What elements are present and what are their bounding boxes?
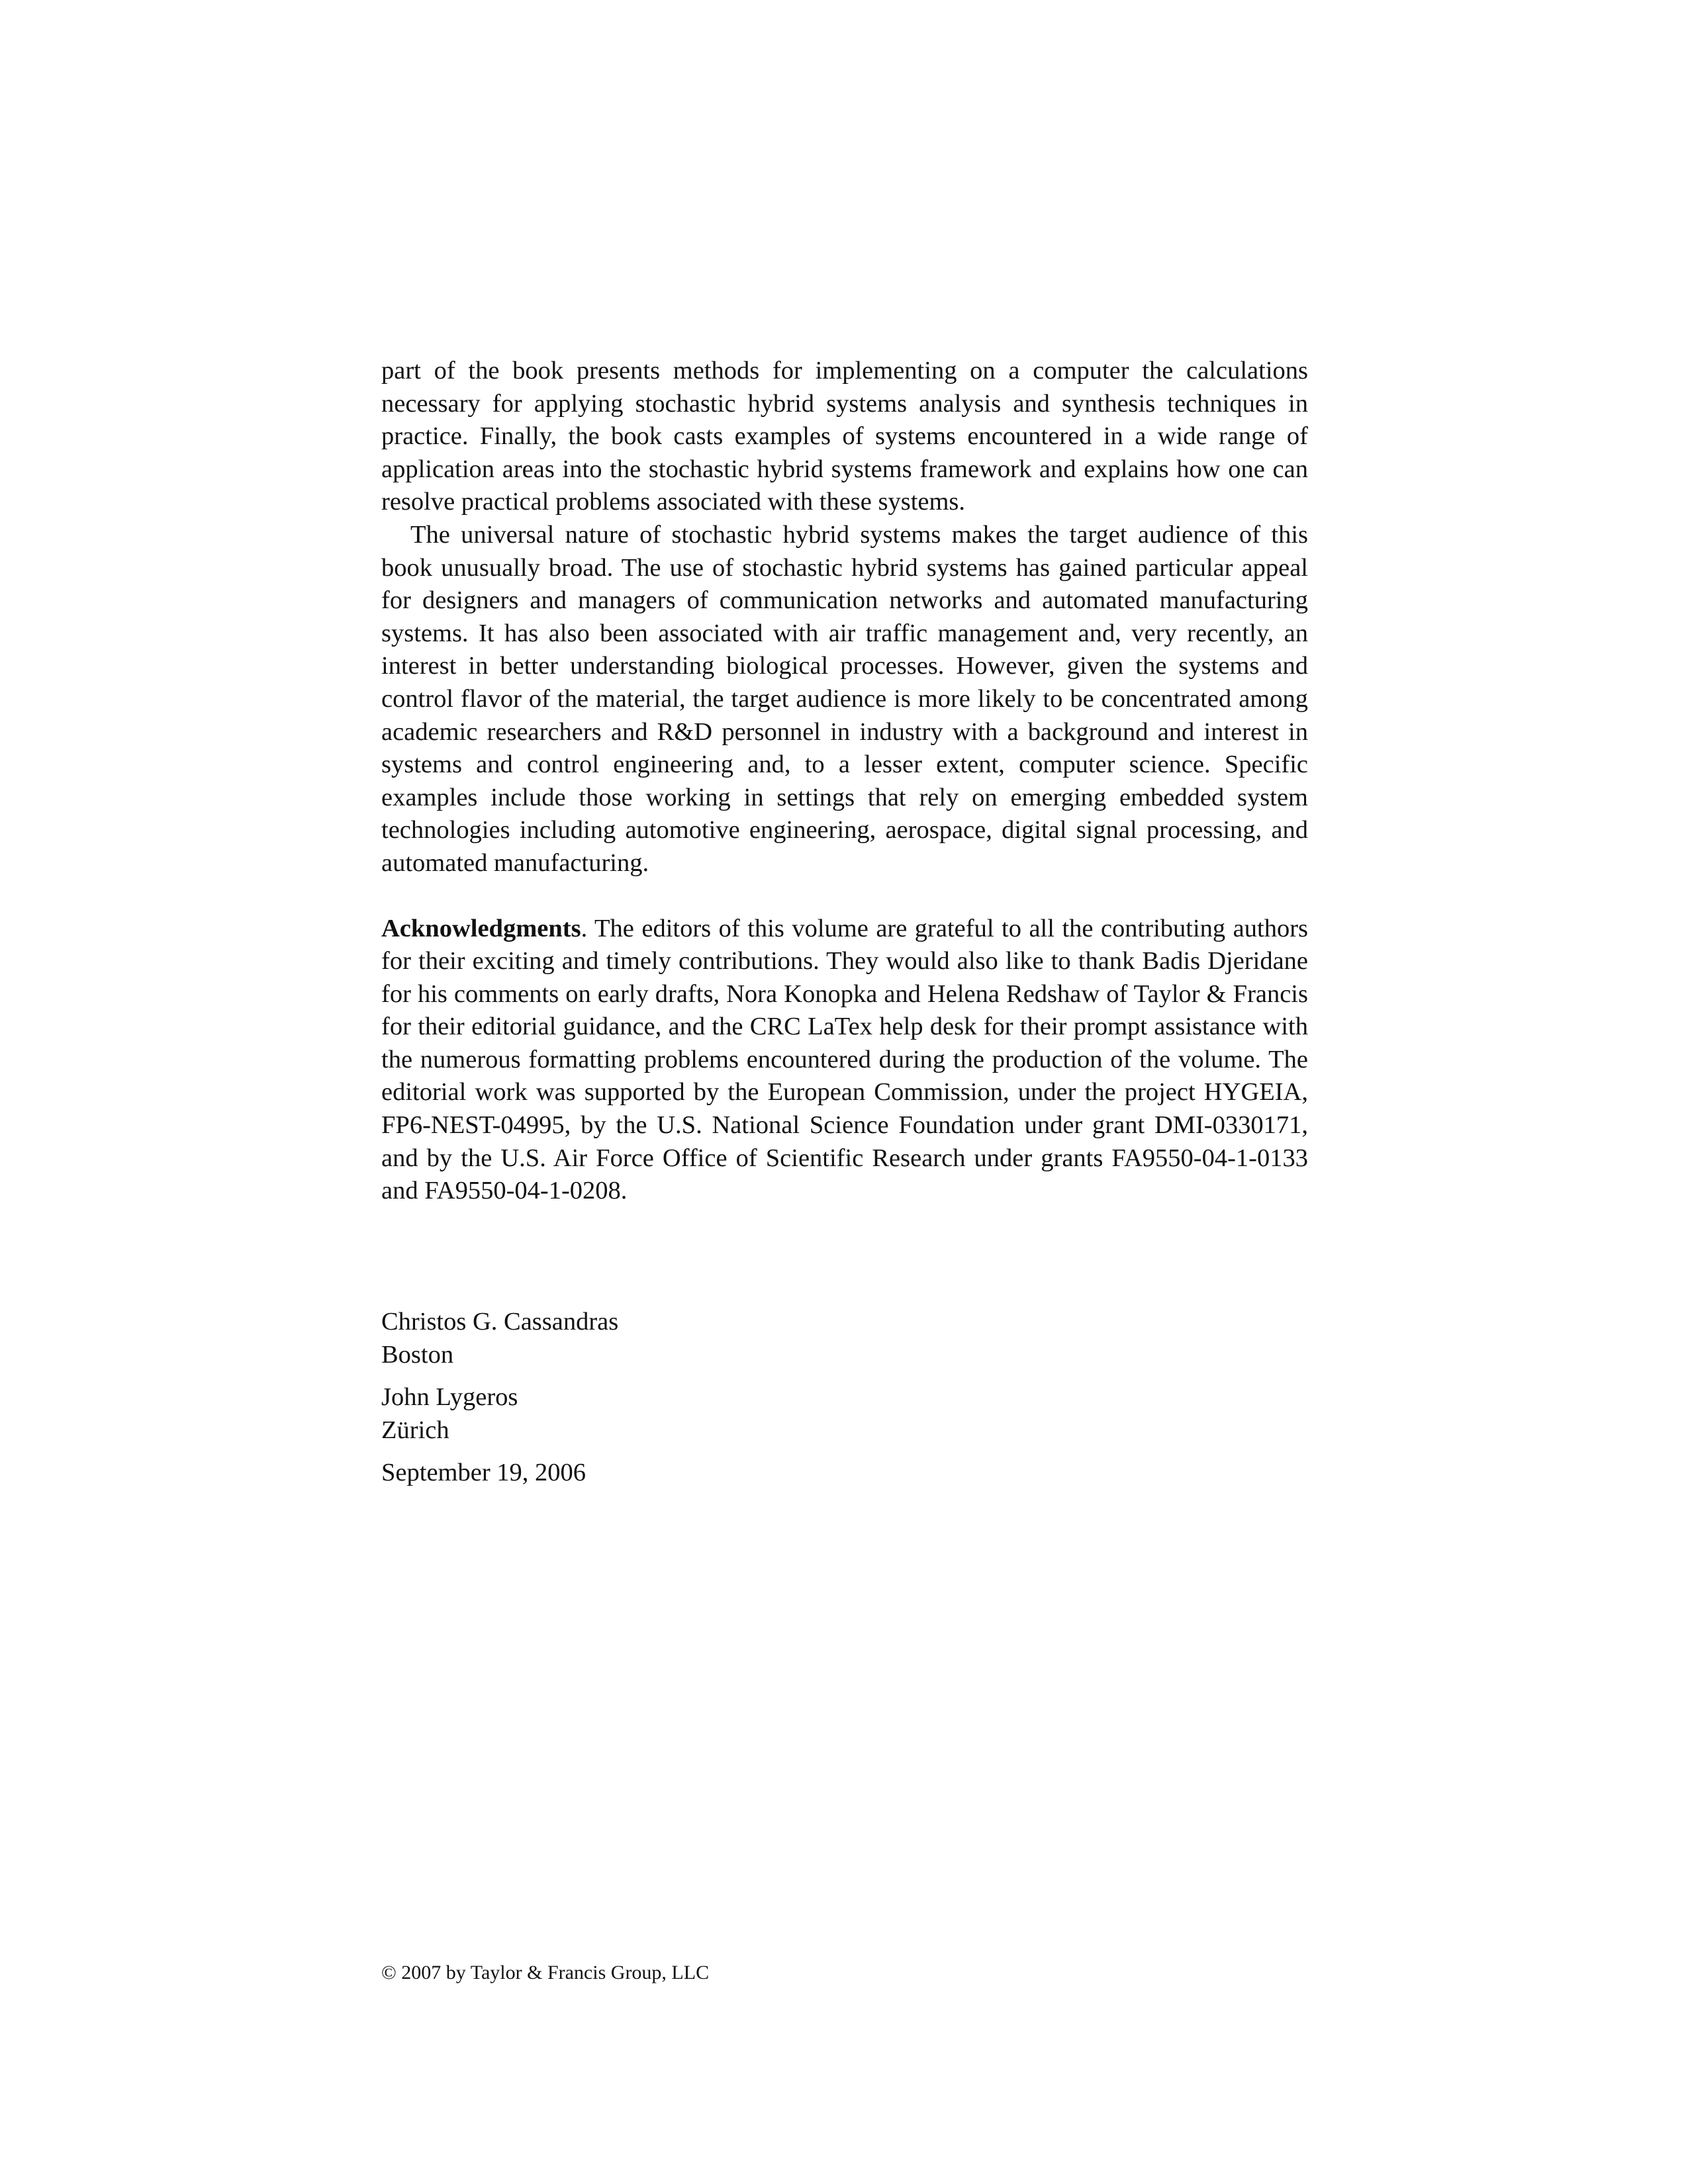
audience-paragraph: The universal nature of stochastic hybrid systems makes the target audience of this book unusually broad. The use of stochastic hybrid systems has gained particular appeal for designers and managers of communication networks and automated manufacturing systems. It has also been associated with air traffic management and, very recently, an interest in better understanding biological processes. However, given the systems and control flavor of the material, the target audience is more likely to be concentrated among academic researchers and R&D personnel in industry with a background and interest in systems and control engineering and, to a lesser extent, computer science. Specific examples include those working in settings that rely on emerging embedded system technologies including automotive engineering, aerospace, digital signal processing, and automated manufacturing. (381, 520, 1308, 877)
editor-1 (381, 1305, 618, 1371)
editor-2-city: Zürich (381, 1416, 449, 1444)
continuation-paragraph: part of the book presents methods for implementing on a computer the calculations necessary for applying stochastic hybrid systems analysis and synthesis techniques in practice. Finally, the book casts examples of systems encountered in a wide range of application areas into the stochastic hybrid systems framework and explains how one can resolve practical problems associated with these systems. (381, 357, 1308, 516)
acknowledgments-heading: Acknowledgments (381, 914, 581, 942)
date-group (381, 1456, 618, 1489)
editor-1-name: Christos G. Cassandras (381, 1308, 619, 1336)
editor-1-city: Boston (381, 1341, 454, 1369)
signature-block (381, 1305, 618, 1498)
main-text (381, 355, 1308, 1208)
editor-2-name: John Lygeros (381, 1383, 518, 1411)
acknowledgments-text: . The editors of this volume are grateful to all the contributing authors for their exciting and timely contributions. They would also like to thank Badis Djeridane for his comments on early drafts, Nora Konopka and Helena Redshaw of Taylor & Francis for their editorial guidance, and the CRC LaTex help desk for their prompt assistance with the numerous formatting problems encountered during the production of the volume. The editorial work was supported by the European Commission, under the project HYGEIA, FP6-NEST-04995, by the U.S. National Science Foundation under grant DMI-0330171, and by the U.S. Air Force Office of Scientific Research under grants FA9550-04-1-0133 and FA9550-04-1-0208. (381, 914, 1308, 1205)
acknowledgments-paragraph (381, 913, 1308, 1208)
copyright-footer: © 2007 by Taylor & Francis Group, LLC (381, 1962, 710, 1983)
signature-date: September 19, 2006 (381, 1459, 586, 1486)
editor-2 (381, 1381, 618, 1447)
